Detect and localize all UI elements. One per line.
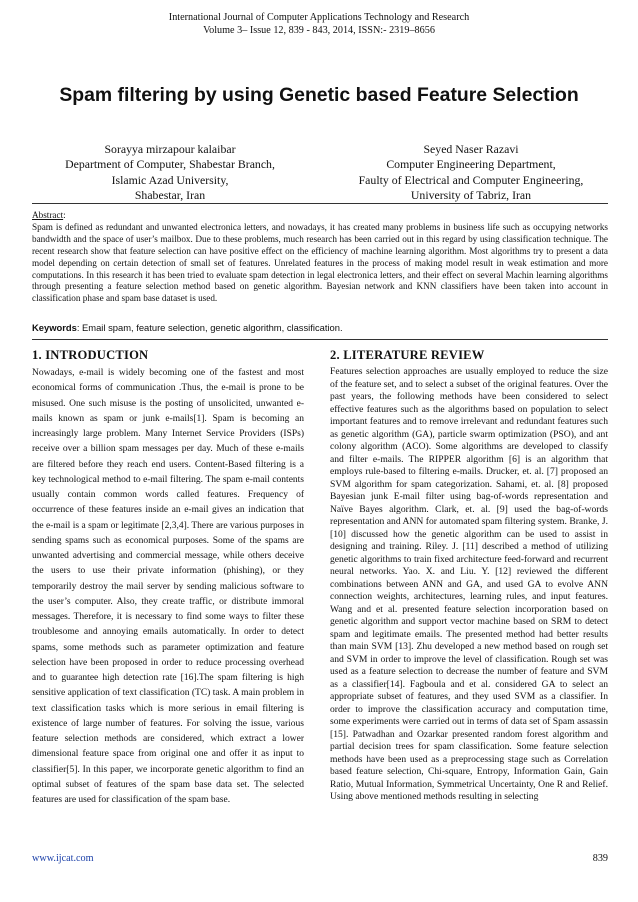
abstract-top-divider (32, 203, 608, 204)
abstract: Abstract: Spam is defined as redundant and unwanted electronica letters, and nowadays, it has created many problems in business life such as occupying networks bandwidth and the space of user’s mailbox. Due to these problems, much research has been carried out in this regard by using classification technique. The recent research show that feature selection can have positive effect on the efficiency of machine learning algorithm. Most algorithms try to present a data model depending on certain detection of small set of features. Unrelated features in the process of making model result in weak estimation and more computations. In this research it has been tried to evaluate spam detection in legal electronica letters, and their effect on several Machin learning algorithms through presenting a feature selection method based on genetic algorithm. Bayesian network and KNN classifiers have been taken into account in classification phase and spam base dataset is used. (32, 210, 608, 304)
journal-header (0, 11, 638, 37)
author-name: Seyed Naser Razavi (423, 142, 519, 156)
author-affiliation-line: Shabestar, Iran (134, 187, 206, 202)
journal-volume: Volume 3– Issue 12, 839 - 843, 2014, ISSN:- 2319–8656 (203, 25, 435, 36)
author-name: Sorayya mirzapour kalaibar (104, 142, 236, 156)
abstract-text: Spam is defined as redundant and unwanted electronica letters, and nowadays, it has created many problems in business life such as occupying networks bandwidth and the space of user’s mailbox. Due to these problems, much research has been carried out in this regard by using classification technique. The recent research show that feature selection can have positive effect on the efficiency of machine learning algorithm. Most algorithms try to present a data model depending on certain detection of small set of features. Unrelated features in the process of making model result in weak estimation and more computations. In this research it has been tried to evaluate spam detection in legal electronica letters, and their effect on several Machin learning algorithms through presenting a feature selection method based on genetic algorithm. Bayesian network and KNN classifiers have been taken into account in classification phase and spam base dataset is used. (32, 221, 608, 304)
author-affiliation-line: University of Tabriz, Iran (410, 187, 532, 202)
paper-title: Spam filtering by using Genetic based Feature Selection (59, 84, 579, 106)
keywords-bottom-divider (32, 339, 608, 340)
abstract-label: Abstract (32, 210, 64, 220)
section-heading-literature-review: 2. LITERATURE REVIEW (330, 348, 485, 362)
page-number: 839 (592, 853, 608, 864)
author-affiliation-line: Computer Engineering Department, (386, 157, 556, 172)
author-affiliation-line: Faulty of Electrical and Computer Engineering, (358, 172, 584, 187)
author-block-2 (326, 142, 616, 203)
keywords: Keywords: Email spam, feature selection, genetic algorithm, classification. (32, 322, 343, 333)
journal-name: International Journal of Computer Applications Technology and Research (168, 12, 470, 23)
author-affiliation-line: Islamic Azad University, (111, 172, 229, 187)
section-body-literature-review: Features selection approaches are usually employed to reduce the size of the feature set, and to select a subset of the original features. Over the past years, the following methods have been considered to select effective features such as the algorithms based on population to select important features and to remove irrelevant and redundant features such as genetic algorithm (GA), particle swarm optimization (PSO), and ant colony algorithm (ACO). Some algorithms are developed to classify and filter e-mails. The RIPPER algorithm [6] is an algorithm that employs rule-based to filtering e-mails. Drucker, et. al. [7] proposed an SVM algorithm for spam categorization. Sahami, et. al. [8] proposed Bayesian junk E-mail filter using bag-of-words representation and Naïve Bayes algorithm. Clark, et. al. [9] used the bag-of-words representation and ANN for automated spam filtering system. Branke, J. [10] discussed how the genetic algorithm can be used to assist in designing and training. Riley. J. [11] described a method of utilizing genetic algorithms to train fixed architecture feed-forward and recurrent neural networks. Yao. X. and Liu. Y. [12] reviewed the different combinations between ANN and GA, and used GA to evolve ANN connection weights, architectures, learning rules, and input features. Wang and et al. presented feature selection incorporation based on genetic algorithm and support vector machine based on SRM to detect spam and legitimate emails. The presented method had better results than main SVM [13]. Zhu developed a new method based on rough set and SVM in order to improve the level of classification. Rough set was used as a feature selection to decrease the number of feature and SVM as a classifier[14]. Fagboula and et al. considered GA to select an appropriate subset of features, and they used SVM as a classifier. In order to improve the classification accuracy and computation time, some experiments were carried out in terms of data set of Spam assassin [15]. Patwadhan and Ozarkar presented random forest algorithm and partial decision trees for spam classification. Some feature selection methods have been used as a preprocessing stage such as Correlation based feature selection, Chi-square, Entropy, Information Gain, Gain Ratio, Mutual Information, Symmetrical Uncertainty, One R and Relief. Using above mentioned methods resulting in selecting (330, 366, 608, 802)
section-body-introduction: Nowadays, e-mail is widely becoming one of the fastest and most economical forms of communication .Thus, the e-mail is prone to be misused. One such misuse is the posting of unsolicited, unwanted e-mails known as spam or junk e-mails[1]. Spam is becoming an increasingly large problem. Many Internet Service Providers (ISPs) receive over a billion spam messages per day. Much of these e-mails are filtered before they reach end users. Content-Based filtering is a key technological method to e-mail filtering. The spam e-mail contents usually contain common words called features. Frequency of occurrence of these features inside an e-mail gives an indication that the e-mail is a spam or legitimate [2,3,4]. There are various purposes in sending spams such as economical purposes. Some of the spams are unwanted advertising and commercial message, while others deceive the users to use their private information (phishing), or they temporarily destroy the mail server by sending malicious software to the user’s computer. Also, they create traffic, or distribute immoral messages. Therefore, it is necessary to find some ways to filter these troublesome and annoying emails automatically. In order to detect spams, some methods such as parameter optimization and feature selection have been proposed in order to reduce processing overhead and to guarantee high detection rate [16].The spam filtering is high sensitive application of text classification (TC) task. A main problem in text classification tasks which is more serious in email filtering is existence of large number of features. For solving the issue, various feature selection methods are considered, which extract a lower dimensional feature space from original one and offer it as input to classifier[5]. In this paper, we incorporate genetic algorithm to find an optimal subset of features of the spam base data set. The selected features are used for classification of the spam base. (32, 368, 304, 805)
author-affiliation-line: Department of Computer, Shabestar Branch, (65, 157, 275, 172)
journal-url-link[interactable]: www.ijcat.com (32, 853, 94, 864)
author-block-1 (40, 142, 300, 203)
keywords-label: Keywords (32, 322, 77, 333)
section-heading-introduction: 1. INTRODUCTION (32, 348, 149, 362)
keywords-text: Email spam, feature selection, genetic algorithm, classification. (82, 322, 343, 333)
